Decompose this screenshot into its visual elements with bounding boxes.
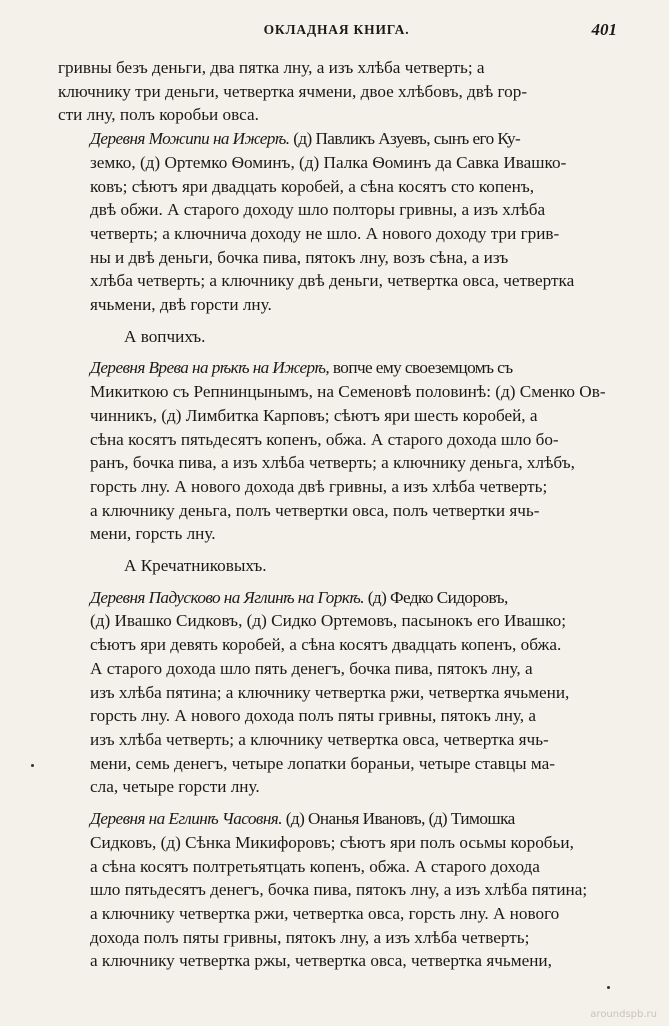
text-line: шло пятьдесятъ денегъ, бочка пива, пятокъ лну, а изъ хлѣба пятина; — [90, 880, 588, 900]
text-line: мени, горсть лну. — [90, 524, 216, 544]
scan-speck — [607, 986, 610, 989]
text-line: мени, семь денегъ, четыре лопатки бораньи, четыре ставцы ма- — [90, 753, 555, 773]
village-name: Деревня Врева на рѣкѣ на Ижерѣ, — [90, 358, 330, 378]
page-header — [56, 22, 617, 42]
text-line: сла, четыре горсти лну. — [90, 777, 260, 797]
text-line: гривны безъ деньги, два пятка лну, а изъ хлѣба четверть; а — [58, 58, 485, 77]
text-line: а сѣна косятъ полтретьятцать копенъ, обжа. А старого дохода — [90, 856, 540, 876]
section-heading: А Кречатниковыхъ. — [124, 556, 267, 576]
text-line-rest: (д) Онанья Ивановъ, (д) Тимошка — [282, 809, 515, 829]
text-body — [58, 56, 626, 973]
text-line: а ключнику четвертка ржи, четвертка овса, горсть лну. А нового — [90, 903, 560, 923]
text-line: ключнику три деньги, четвертка ячмени, двое хлѣбовъ, двѣ гор- — [58, 81, 528, 101]
text-line-rest: (д) Федко Сидоровъ, — [363, 587, 508, 607]
text-line-rest: вопче ему своеземцомъ съ — [329, 358, 513, 378]
text-line: ковъ; сѣютъ яри двадцать коробей, а сѣна косятъ сто копенъ, — [90, 176, 535, 196]
text-line: горсть лну. А нового дохода двѣ гривны, а изъ хлѣба четверть; — [90, 476, 548, 496]
text-line: Микиткою съ Репнинцынымъ, на Семеновѣ половинѣ: (д) Сменко Ов- — [90, 382, 606, 402]
paragraph-village-padusko — [58, 586, 626, 799]
text-line: двѣ обжи. А старого доходу шло полторы гривны, а изъ хлѣба — [90, 200, 546, 220]
text-line: чинникъ, (д) Лимбитка Карповъ; сѣютъ яри шесть коробей, а — [90, 405, 538, 425]
village-name: Деревня на Еглинѣ Часовня. — [90, 809, 282, 829]
paragraph-village-chasovnya — [58, 807, 626, 973]
text-line-rest: (д) Павликъ Азуевъ, сынъ его Ку- — [289, 129, 521, 149]
text-line: сѣна косятъ пятьдесятъ копенъ, обжа. А старого дохода шло бо- — [90, 429, 559, 449]
paragraph-village-mozhipi — [58, 127, 626, 317]
text-line: а ключнику деньга, полъ четвертки овса, полъ четвертки ячь- — [90, 500, 540, 520]
text-line: А старого дохода шло пять денегъ, бочка пива, пятокъ лну, а — [90, 658, 533, 678]
text-line: хлѣба четверть; а ключнику двѣ деньги, четвертка овса, четвертка — [90, 271, 575, 291]
text-line: земко, (д) Ортемко Ѳоминъ, (д) Палка Ѳоминъ да Савка Ивашко- — [90, 152, 567, 172]
text-line: четверть; а ключнича доходу не шло. А нового доходу три грив- — [90, 223, 560, 243]
text-line: сти лну, полъ коробьи овса. — [58, 105, 259, 125]
running-head: ОКЛАДНАЯ КНИГА. — [263, 22, 410, 37]
village-name: Деревня Падусково на Яглинѣ на Горкѣ. — [90, 587, 364, 607]
scan-speck — [31, 764, 34, 767]
text-line: горсть лну. А нового дохода полъ пяты гривны, пятокъ лну, а — [90, 706, 537, 726]
paragraph-continuation — [58, 56, 626, 127]
paragraph-village-vreva — [58, 356, 626, 546]
text-line — [58, 586, 626, 610]
text-line: а ключнику четвертка ржы, четвертка овса, четвертка ячьмени, — [90, 951, 552, 971]
text-line: сѣютъ яри девять коробей, а сѣна косятъ двадцать копенъ, обжа. — [90, 635, 562, 655]
text-line: ранъ, бочка пива, а изъ хлѣба четверть; а ключнику деньга, хлѣбъ, — [90, 453, 575, 473]
text-line: Сидковъ, (д) Сѣнка Микифоровъ; сѣютъ яри полъ осьмы коробьи, — [90, 832, 574, 852]
text-line: изъ хлѣба пятина; а ключнику четвертка ржи, четвертка ячьмени, — [90, 682, 570, 702]
section-heading: А вопчихъ. — [124, 326, 206, 346]
text-line: (д) Ивашко Сидковъ, (д) Сидко Ортемовъ, пасынокъ его Ивашко; — [90, 611, 566, 631]
text-line: дохода полъ пяты гривны, пятокъ лну, а изъ хлѣба четверть; — [90, 927, 530, 947]
text-line — [58, 807, 626, 831]
village-name: Деревня Можипи на Ижерѣ. — [90, 129, 290, 149]
watermark: aroundspb.ru — [590, 1009, 657, 1020]
page-number: 401 — [591, 20, 617, 39]
text-line — [58, 127, 626, 151]
text-line — [58, 356, 626, 380]
text-line: изъ хлѣба четверть; а ключнику четвертка овса, четвертка ячь- — [90, 729, 549, 749]
text-line: ячьмени, двѣ горсти лну. — [90, 295, 272, 315]
text-line: ны и двѣ деньги, бочка пива, пятокъ лну, возъ сѣна, а изъ — [90, 247, 509, 267]
